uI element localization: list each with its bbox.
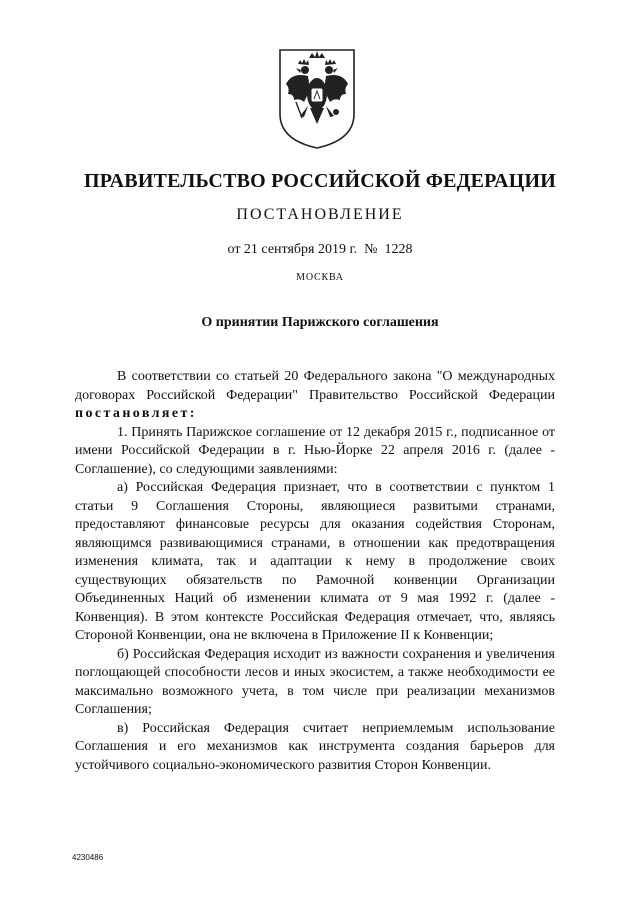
city-name: МОСКВА [296, 272, 344, 283]
intro-paragraph [75, 368, 555, 424]
government-title: ПРАВИТЕЛЬСТВО РОССИЙСКОЙ ФЕДЕРАЦИИ [84, 170, 556, 192]
intro-text: В соответствии со статьей 20 Федерального закона "О международных договорах Российской Федерации" Правительство Российской Федерации [75, 369, 555, 403]
item-b-paragraph: б) Российская Федерация исходит из важности сохранения и увеличения поглощающей способности лесов и иных экосистем, а также необходимости ее максимально возможного учета, в том числе при реализации механизмов Соглашения; [75, 646, 555, 717]
double-headed-eagle-icon [272, 44, 362, 152]
decree-subject: О принятии Парижского соглашения [201, 315, 439, 330]
date-number-text: от 21 сентября 2019 г. № 1228 [227, 242, 413, 257]
decree-body [75, 368, 555, 775]
item-c-paragraph: в) Российская Федерация считает неприемлемым использование Соглашения и его механизмов как инструмента создания барьеров для устойчивого социально-экономического развития Сторон Конвенции. [75, 720, 555, 773]
resolves-keyword: постановляет: [75, 406, 197, 421]
document-id: 4230486 [72, 853, 104, 862]
decree-date-number [0, 242, 640, 258]
document-type: ПОСТАНОВЛЕНИЕ [236, 206, 404, 223]
item-a-paragraph: а) Российская Федерация признает, что в соответствии с пунктом 1 статьи 9 Соглашения Стороны, являющиеся развитыми странами, предоставляют финансовые ресурсы для оказания содействия Сторонам, являющимся развивающимися странами, в отношении как предотвращения изменения климата, так и адаптации к нему в продолжение своих существующих обязательств по Рамочной конвенции Организации Объединенных Наций об изменении климата от 9 мая 1992 г. (далее - Конвенция). В этом контексте Российская Федерация отмечает, что, являясь Стороной Конвенции, она не включена в Приложение II к Конвенции; [75, 480, 555, 643]
item-1-paragraph: 1. Принять Парижское соглашение от 12 декабря 2015 г., подписанное от имени Российской Федерации в г. Нью-Йорке 22 апреля 2016 г. (далее - Соглашение), со следующими заявлениями: [75, 424, 555, 477]
